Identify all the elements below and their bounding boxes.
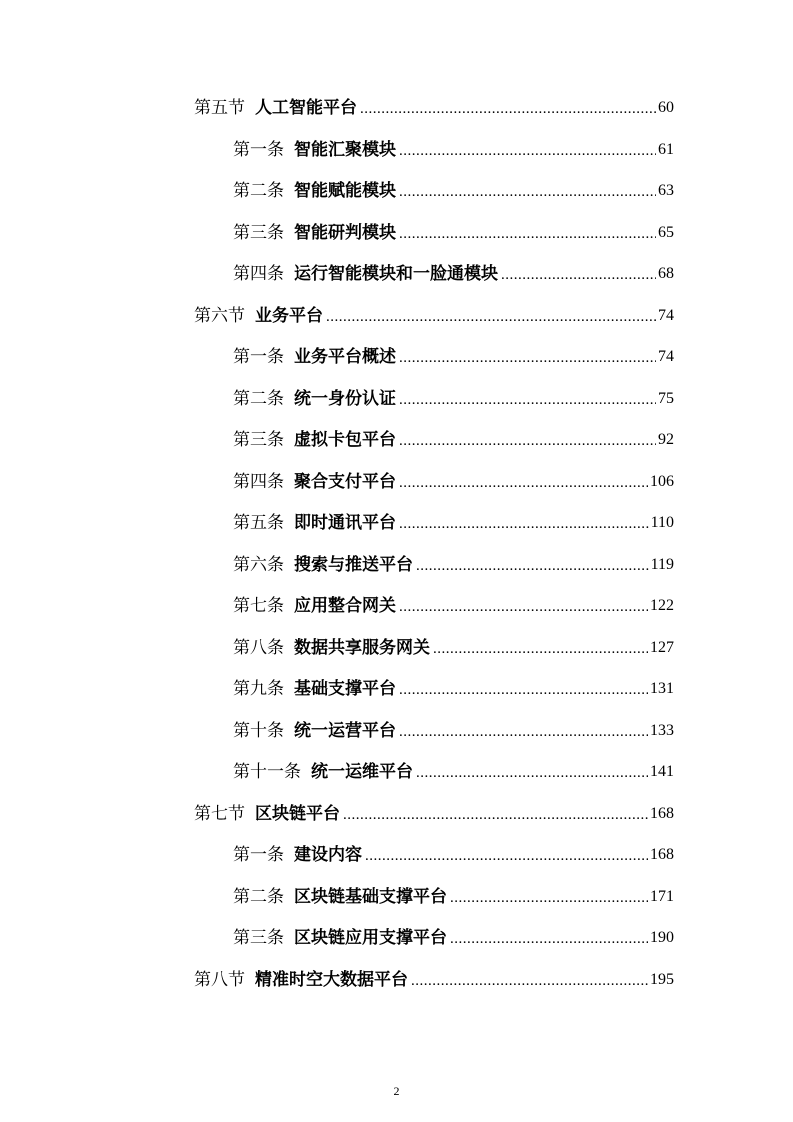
toc-article[interactable] <box>233 138 674 162</box>
toc-leader-dots <box>360 103 656 115</box>
toc-page-number: 119 <box>650 556 674 573</box>
toc-title: 区块链平台 <box>255 804 340 824</box>
toc-page-number: 190 <box>650 929 674 946</box>
toc-page-number: 195 <box>650 971 674 988</box>
toc-title: 数据共享服务网关 <box>294 638 430 658</box>
toc-leader-dots <box>399 726 648 738</box>
toc-label: 第二条 <box>233 887 284 907</box>
toc-article[interactable] <box>233 926 674 950</box>
toc-label: 第五条 <box>233 513 284 533</box>
toc-title: 基础支撑平台 <box>294 679 396 699</box>
toc-title: 智能赋能模块 <box>294 181 396 201</box>
toc-label: 第七节 <box>194 804 245 824</box>
toc-article[interactable] <box>233 387 674 411</box>
toc-title: 智能汇聚模块 <box>294 140 396 160</box>
toc-leader-dots <box>365 850 648 862</box>
toc-label: 第四条 <box>233 264 284 284</box>
toc-page-number: 122 <box>650 597 674 614</box>
toc-article[interactable] <box>233 677 674 701</box>
toc-leader-dots <box>450 892 648 904</box>
toc-leader-dots <box>411 975 648 987</box>
toc-page-number: 131 <box>650 680 674 697</box>
toc-title: 即时通讯平台 <box>294 513 396 533</box>
toc-article[interactable] <box>233 843 674 867</box>
toc-page-number: 133 <box>650 722 674 739</box>
toc-leader-dots <box>399 145 656 157</box>
toc-section[interactable] <box>194 802 674 826</box>
toc-page-number: 168 <box>650 805 674 822</box>
toc-leader-dots <box>399 684 648 696</box>
toc-title: 应用整合网关 <box>294 596 396 616</box>
toc-section[interactable] <box>194 304 674 328</box>
toc-page-number: 74 <box>658 348 674 365</box>
toc-page-number: 63 <box>658 182 674 199</box>
toc-article[interactable] <box>233 221 674 245</box>
toc-title: 人工智能平台 <box>255 98 357 118</box>
toc-article[interactable] <box>233 885 674 909</box>
page-number: 2 <box>393 1084 400 1098</box>
toc-page-number: 110 <box>650 514 674 531</box>
toc-label: 第五节 <box>194 98 245 118</box>
toc-title: 业务平台概述 <box>294 347 396 367</box>
toc-label: 第三条 <box>233 223 284 243</box>
toc-article[interactable] <box>233 636 674 660</box>
toc-page-number: 68 <box>658 265 674 282</box>
toc-title: 统一运维平台 <box>311 762 413 782</box>
toc-label: 第十条 <box>233 721 284 741</box>
toc-page-number: 141 <box>650 763 674 780</box>
toc-title: 统一身份认证 <box>294 389 396 409</box>
toc-page-number: 106 <box>650 473 674 490</box>
toc-leader-dots <box>343 809 648 821</box>
toc-label: 第七条 <box>233 596 284 616</box>
toc-page-number: 65 <box>658 224 674 241</box>
toc-label: 第二条 <box>233 389 284 409</box>
toc-article[interactable] <box>233 470 674 494</box>
toc-article[interactable] <box>233 262 674 286</box>
toc-title: 业务平台 <box>255 306 323 326</box>
toc-label: 第二条 <box>233 181 284 201</box>
toc-leader-dots <box>416 767 648 779</box>
toc-section[interactable] <box>194 968 674 992</box>
toc-leader-dots <box>416 560 649 572</box>
toc-title: 区块链应用支撑平台 <box>294 928 447 948</box>
toc-page-number: 168 <box>650 846 674 863</box>
toc-article[interactable] <box>233 345 674 369</box>
toc-label: 第一条 <box>233 347 284 367</box>
toc-leader-dots <box>450 933 648 945</box>
toc-article[interactable] <box>233 428 674 452</box>
toc-label: 第四条 <box>233 472 284 492</box>
toc-title: 搜索与推送平台 <box>294 555 413 575</box>
toc-label: 第八节 <box>194 970 245 990</box>
toc-leader-dots <box>399 518 649 530</box>
toc-leader-dots <box>399 435 656 447</box>
toc-title: 精准时空大数据平台 <box>255 970 408 990</box>
toc-leader-dots <box>399 394 656 406</box>
toc-leader-dots <box>399 228 656 240</box>
toc-page-number: 92 <box>658 431 674 448</box>
toc-leader-dots <box>433 643 648 655</box>
toc-leader-dots <box>399 477 648 489</box>
toc-leader-dots <box>399 186 656 198</box>
toc-title: 虚拟卡包平台 <box>294 430 396 450</box>
toc-article[interactable] <box>233 553 674 577</box>
toc-page-number: 127 <box>650 639 674 656</box>
toc-page-number: 60 <box>658 99 674 116</box>
toc-label: 第八条 <box>233 638 284 658</box>
toc-title: 区块链基础支撑平台 <box>294 887 447 907</box>
toc-article[interactable] <box>233 511 674 535</box>
toc-article[interactable] <box>233 719 674 743</box>
toc-label: 第十一条 <box>233 762 301 782</box>
toc-leader-dots <box>501 269 656 281</box>
toc-article[interactable] <box>233 760 674 784</box>
toc-label: 第一条 <box>233 140 284 160</box>
toc-leader-dots <box>399 601 648 613</box>
toc-article[interactable] <box>233 179 674 203</box>
toc-page-number: 74 <box>658 307 674 324</box>
toc-page-number: 75 <box>658 390 674 407</box>
toc-label: 第六条 <box>233 555 284 575</box>
toc-article[interactable] <box>233 594 674 618</box>
toc-title: 运行智能模块和一脸通模块 <box>294 264 498 284</box>
toc-title: 统一运营平台 <box>294 721 396 741</box>
toc-leader-dots <box>399 352 656 364</box>
toc-section[interactable] <box>194 96 674 120</box>
toc-label: 第六节 <box>194 306 245 326</box>
toc-title: 建设内容 <box>294 845 362 865</box>
toc-title: 智能研判模块 <box>294 223 396 243</box>
toc-page-number: 171 <box>650 888 674 905</box>
toc-title: 聚合支付平台 <box>294 472 396 492</box>
toc-label: 第一条 <box>233 845 284 865</box>
toc-leader-dots <box>326 311 656 323</box>
toc-label: 第三条 <box>233 430 284 450</box>
toc-label: 第九条 <box>233 679 284 699</box>
toc-label: 第三条 <box>233 928 284 948</box>
toc-page-number: 61 <box>658 141 674 158</box>
